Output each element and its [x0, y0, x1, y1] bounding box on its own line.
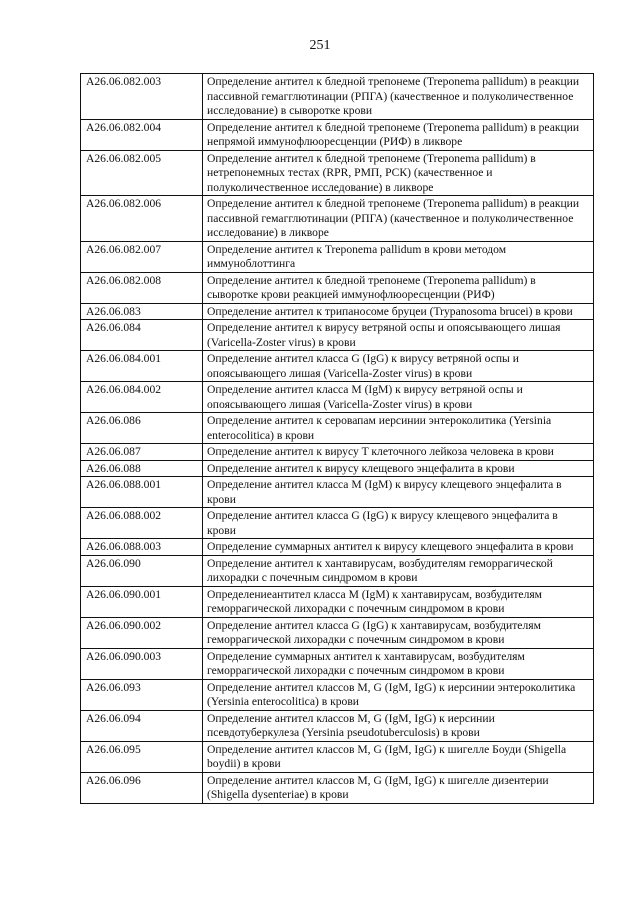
service-description: Определение антител классов M, G (IgM, IgG) к иерсинии энтероколитика (Yersinia enterocolitica) в крови — [203, 679, 594, 710]
service-code: A26.06.088.002 — [81, 508, 203, 539]
service-description: Определение антител классов M, G (IgM, IgG) к иерсинии псевдотуберкулеза (Yersinia pseudotuberculosis) в крови — [203, 710, 594, 741]
service-code: A26.06.096 — [81, 772, 203, 803]
table-row — [81, 382, 594, 413]
table-row — [81, 320, 594, 351]
service-code: A26.06.088 — [81, 460, 203, 477]
service-code: A26.06.082.007 — [81, 241, 203, 272]
table-row — [81, 150, 594, 196]
service-code: A26.06.083 — [81, 303, 203, 320]
service-code: A26.06.090.003 — [81, 648, 203, 679]
table-row — [81, 617, 594, 648]
service-description: Определение антител к бледной трепонеме (Treponema pallidum) в нетрепонемных тестах (RPR, РМП, РСК) (качественное и полуколичественное исследование) в ликворе — [203, 150, 594, 196]
service-codes-table — [80, 73, 594, 804]
service-code: A26.06.084 — [81, 320, 203, 351]
service-code: A26.06.095 — [81, 741, 203, 772]
service-description: Определение антител к Treponema pallidum в крови методом иммуноблоттинга — [203, 241, 594, 272]
table-row — [81, 772, 594, 803]
table-row — [81, 586, 594, 617]
service-description: Определение антител классов M, G (IgM, IgG) к шигелле дизентерии (Shigella dysenteriae) в крови — [203, 772, 594, 803]
table-row — [81, 539, 594, 556]
service-description: Определение антител к трипаносоме бруцеи (Trypanosoma brucei) в крови — [203, 303, 594, 320]
service-description: Определение антител к вирусу клещевого энцефалита в крови — [203, 460, 594, 477]
service-description: Определение антител к бледной трепонеме (Treponema pallidum) в реакции пассивной гемагглютинации (РПГА) (качественное и полуколичественное исследование) в сыворотке крови — [203, 74, 594, 120]
table-row — [81, 196, 594, 242]
table-row — [81, 351, 594, 382]
service-code: A26.06.082.008 — [81, 272, 203, 303]
service-code: A26.06.082.003 — [81, 74, 203, 120]
service-description: Определение антител к бледной трепонеме (Treponema pallidum) в реакции непрямой иммунофлюоресценции (РИФ) в ликворе — [203, 119, 594, 150]
service-code: A26.06.082.004 — [81, 119, 203, 150]
table-row — [81, 444, 594, 461]
table-row — [81, 303, 594, 320]
service-description: Определение антител к вирусу T клеточного лейкоза человека в крови — [203, 444, 594, 461]
service-code: A26.06.088.001 — [81, 477, 203, 508]
service-code: A26.06.090 — [81, 555, 203, 586]
service-description: Определение антител к серовапам иерсинии энтероколитика (Yersinia enterocolitica) в крови — [203, 413, 594, 444]
service-code: A26.06.082.005 — [81, 150, 203, 196]
service-code: A26.06.090.001 — [81, 586, 203, 617]
table-row — [81, 741, 594, 772]
table-row — [81, 74, 594, 120]
service-code: A26.06.090.002 — [81, 617, 203, 648]
service-description: Определение суммарных антител к вирусу клещевого энцефалита в крови — [203, 539, 594, 556]
service-code: A26.06.086 — [81, 413, 203, 444]
service-description: Определение антител к вирусу ветряной оспы и опоясывающего лишая (Varicella-Zoster virus) в крови — [203, 320, 594, 351]
service-description: Определение антител к бледной трепонеме (Treponema pallidum) в сыворотке крови реакцией иммунофлюоресценции (РИФ) — [203, 272, 594, 303]
service-description: Определение антител класса G (IgG) к хантавирусам, возбудителям геморрагической лихорадки с почечным синдромом в крови — [203, 617, 594, 648]
service-description: Определение антител классов M, G (IgM, IgG) к шигелле Боуди (Shigella boydii) в крови — [203, 741, 594, 772]
service-description: Определение антител класса M (IgM) к вирусу ветряной оспы и опоясывающего лишая (Varicella-Zoster virus) в крови — [203, 382, 594, 413]
service-code: A26.06.084.002 — [81, 382, 203, 413]
table-row — [81, 119, 594, 150]
table-row — [81, 679, 594, 710]
service-code: A26.06.093 — [81, 679, 203, 710]
service-code: A26.06.094 — [81, 710, 203, 741]
table-row — [81, 555, 594, 586]
service-description: Определение антител класса G (IgG) к вирусу ветряной оспы и опоясывающего лишая (Varicella-Zoster virus) в крови — [203, 351, 594, 382]
service-description: Определение антител к бледной трепонеме (Treponema pallidum) в реакции пассивной гемагглютинации (РПГА) (качественное и полуколичественное исследование) в ликворе — [203, 196, 594, 242]
table-row — [81, 413, 594, 444]
service-code: A26.06.082.006 — [81, 196, 203, 242]
service-code: A26.06.088.003 — [81, 539, 203, 556]
service-code: A26.06.087 — [81, 444, 203, 461]
table-row — [81, 477, 594, 508]
table-row — [81, 241, 594, 272]
service-description: Определение антител к хантавирусам, возбудителям геморрагической лихорадки с почечным синдромом в крови — [203, 555, 594, 586]
service-description: Определение суммарных антител к хантавирусам, возбудителям геморрагической лихорадки с почечным синдромом в крови — [203, 648, 594, 679]
table-row — [81, 710, 594, 741]
service-description: Определение антител класса G (IgG) к вирусу клещевого энцефалита в крови — [203, 508, 594, 539]
table-row — [81, 460, 594, 477]
table-row — [81, 648, 594, 679]
table-row — [81, 508, 594, 539]
service-description: Определение антител класса M (IgM) к вирусу клещевого энцефалита в крови — [203, 477, 594, 508]
table-row — [81, 272, 594, 303]
page-number: 251 — [309, 38, 331, 53]
service-description: Определениеантител класса M (IgM) к хантавирусам, возбудителям геморрагической лихорадки с почечным синдромом в крови — [203, 586, 594, 617]
service-code: A26.06.084.001 — [81, 351, 203, 382]
